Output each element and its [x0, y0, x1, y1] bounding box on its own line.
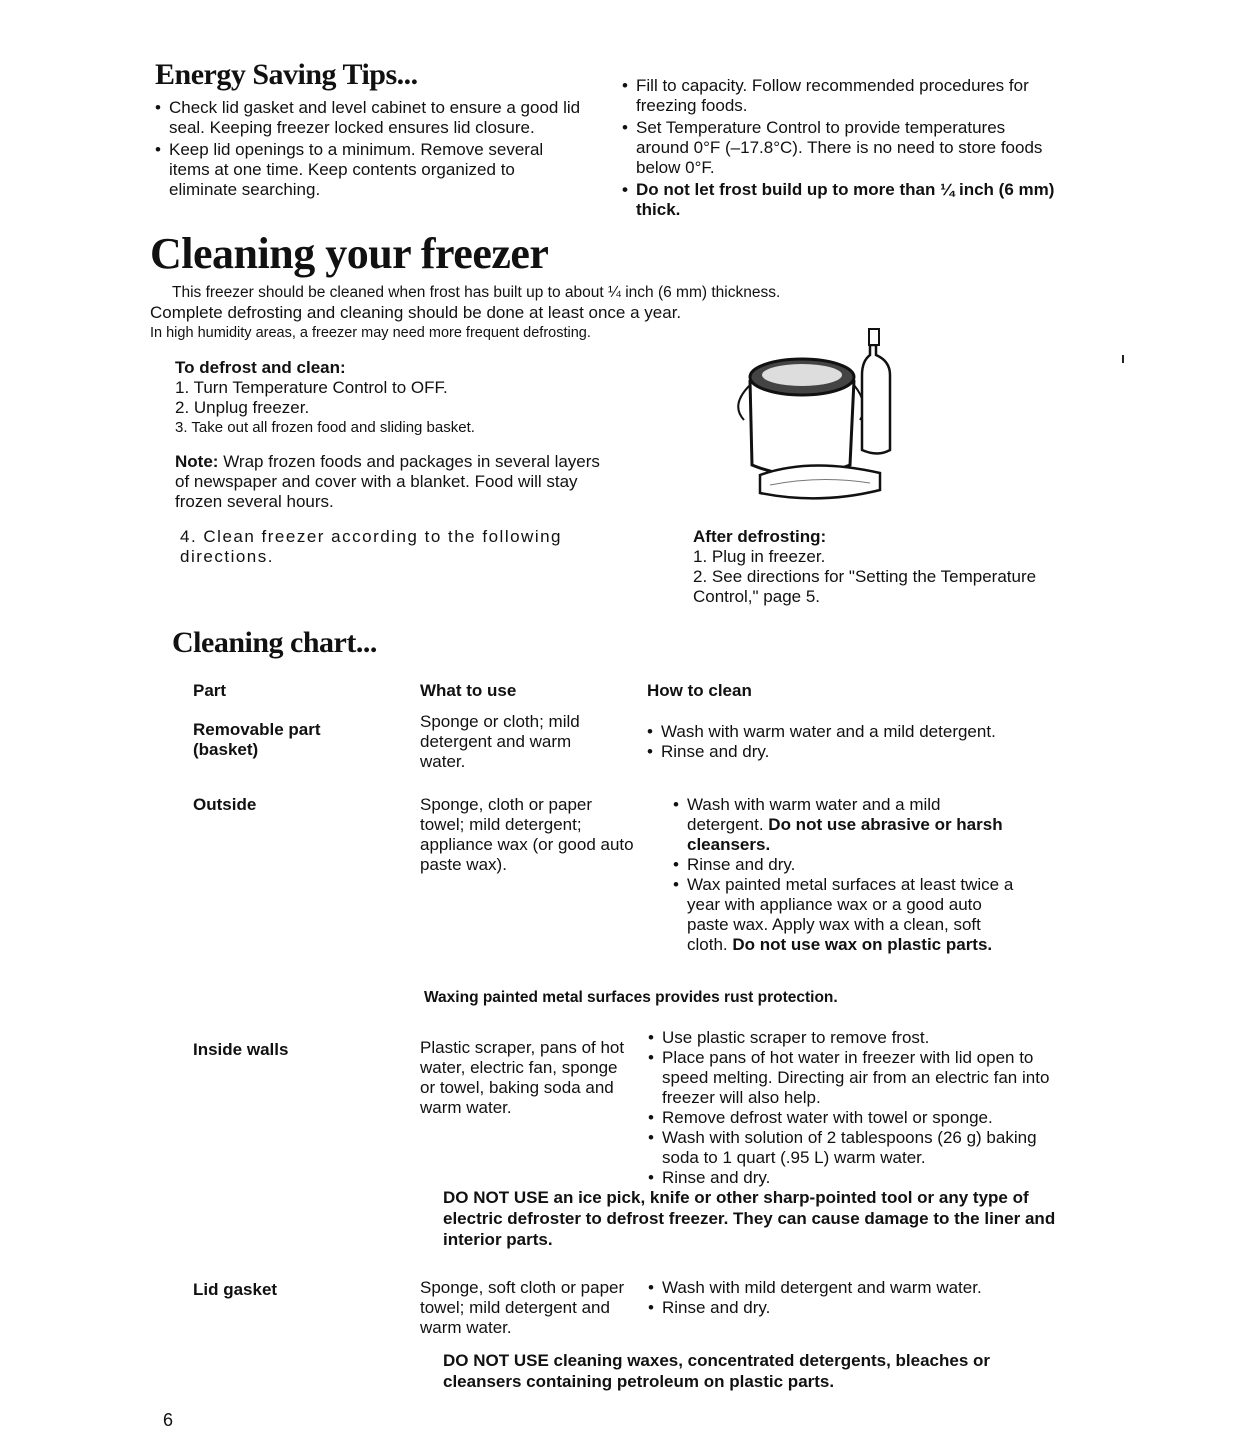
defrost-step: 2. Unplug freezer.	[175, 398, 310, 417]
how-item: • Rinse and dry.	[647, 742, 1067, 762]
after-defrost-section	[693, 527, 1073, 607]
energy-tips-left	[155, 98, 585, 200]
defrost-step: 3. Take out all frozen food and sliding basket.	[175, 419, 475, 436]
header-what: What to use	[420, 681, 517, 700]
defrost-section	[175, 358, 615, 512]
intro-line: Complete defrosting and cleaning should be done at least once a year.	[150, 303, 682, 322]
how-item: • Rinse and dry.	[673, 855, 1018, 875]
step-four: 4. Clean freezer according to the following directions.	[180, 527, 563, 566]
how-cell	[648, 1278, 1058, 1318]
part-cell: Removable part (basket)	[193, 720, 321, 759]
waxing-note: Waxing painted metal surfaces provides rust protection.	[424, 989, 838, 1006]
tip-item: • Keep lid openings to a minimum. Remove several items at one time. Keep contents organized to eliminate searching.	[155, 140, 585, 200]
header-how: How to clean	[647, 681, 752, 700]
how-item	[673, 875, 1018, 955]
tip-item: • Set Temperature Control to provide temperatures around 0°F (–17.8°C). There is no need to store foods below 0°F.	[622, 118, 1062, 178]
how-item: • Wash with warm water and a mild detergent.	[647, 722, 1067, 742]
after-step: 2. See directions for "Setting the Temperature Control," page 5.	[693, 567, 1037, 606]
defrost-heading: To defrost and clean:	[175, 358, 346, 377]
how-text: Wash with warm water and a mild detergent.	[687, 795, 941, 834]
intro-line: In high humidity areas, a freezer may need more frequent defrosting.	[150, 325, 591, 341]
how-item: • Rinse and dry.	[648, 1168, 1058, 1188]
how-text-bold: Do not use abrasive or harsh cleansers.	[687, 815, 1003, 854]
header-part: Part	[193, 681, 227, 700]
how-item: • Wash with solution of 2 tablespoons (26 g) baking soda to 1 quart (.95 L) warm water.	[648, 1128, 1058, 1168]
energy-tips-right	[622, 76, 1062, 220]
part-cell: Lid gasket	[193, 1280, 278, 1299]
part-cell: Outside	[193, 795, 257, 814]
after-heading: After defrosting:	[693, 527, 827, 546]
warning-inside: DO NOT USE an ice pick, knife or other sharp-pointed tool or any type of electric defroster to defrost freezer. They can cause damage to the liner and interior parts.	[443, 1188, 1056, 1249]
how-item: • Place pans of hot water in freezer with lid open to speed melting. Directing air from an electric fan into freezer will also help.	[648, 1048, 1058, 1108]
defrost-step: 1. Turn Temperature Control to OFF.	[175, 378, 448, 397]
how-item: • Rinse and dry.	[648, 1298, 1058, 1318]
how-cell	[648, 1028, 1058, 1188]
note-paragraph	[175, 452, 615, 512]
what-cell: Sponge, cloth or paper towel; mild detergent; appliance wax (or good auto paste wax).	[420, 795, 634, 874]
what-cell: Sponge or cloth; mild detergent and warm water.	[420, 712, 580, 771]
energy-tips-title: Energy Saving Tips...	[155, 58, 418, 91]
what-cell: Plastic scraper, pans of hot water, electric fan, sponge or towel, baking soda and warm water.	[420, 1038, 625, 1117]
how-item: • Wash with mild detergent and warm water.	[648, 1278, 1058, 1298]
part-cell: Inside walls	[193, 1040, 289, 1059]
how-item	[673, 795, 1018, 855]
warning-gasket: DO NOT USE cleaning waxes, concentrated detergents, bleaches or cleansers containing petroleum on plastic parts.	[443, 1351, 990, 1391]
tip-item: • Fill to capacity. Follow recommended procedures for freezing foods.	[622, 76, 1062, 116]
note-label: Note:	[175, 452, 219, 471]
page-number: 6	[163, 1410, 174, 1430]
tip-item: • Check lid gasket and level cabinet to ensure a good lid seal. Keeping freezer locked ensures lid closure.	[155, 98, 585, 138]
note-text: Wrap frozen foods and packages in several layers of newspaper and cover with a blanket. Food will stay frozen several hours.	[175, 452, 600, 511]
bucket-illustration	[730, 325, 910, 500]
how-item: • Remove defrost water with towel or sponge.	[648, 1108, 1058, 1128]
how-cell	[647, 722, 1067, 762]
cleaning-title: Cleaning your freezer	[150, 229, 549, 278]
chart-title: Cleaning chart...	[172, 626, 377, 659]
how-cell	[673, 795, 1018, 955]
intro-line: This freezer should be cleaned when frost has built up to about ¼ inch (6 mm) thickness.	[172, 284, 781, 301]
how-item: • Use plastic scraper to remove frost.	[648, 1028, 1058, 1048]
how-text-bold: Do not use wax on plastic parts.	[732, 935, 993, 954]
how-text: Wax painted metal surfaces at least twice a year with appliance wax or a good auto paste wax. Apply wax with a clean, soft cloth.	[687, 875, 1014, 954]
after-step: 1. Plug in freezer.	[693, 547, 826, 566]
stray-mark	[1122, 355, 1124, 363]
what-cell: Sponge, soft cloth or paper towel; mild detergent and warm water.	[420, 1278, 625, 1337]
tip-item-bold: • Do not let frost build up to more than ¼ inch (6 mm) thick.	[622, 180, 1062, 220]
